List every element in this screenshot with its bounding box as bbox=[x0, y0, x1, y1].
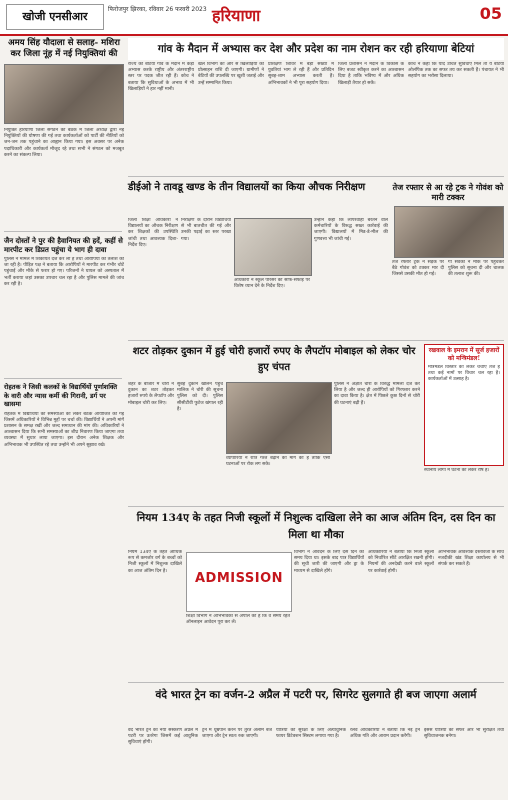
article-text: अभिभावक आवश्यक दस्तावेजों के साथ नजदीकी खंड शिक्षा कार्यालय से भी संपर्क कर सकते हैं। bbox=[438, 550, 504, 568]
divider bbox=[128, 340, 504, 341]
article-text: गौ सेवकों ने मौके पर पहुंचकर पुलिस को सूचना दी और चालक की तलाश शुरू की। bbox=[448, 260, 504, 278]
article-text: सुबह दुकान खोलने पहुंचे मालिक ने चोरी की सूचना पुलिस को दी। पुलिस सीसीटीवी फुटेज खंगाल रही है। bbox=[177, 382, 223, 412]
article-text: यात्रियों की सुरक्षा के लिए अत्याधुनिक फायर डिटेक्शन सिस्टम लगाया गया है। bbox=[276, 728, 346, 740]
article-text: जिला शिक्षा अधिकारी ने विद्यालयों का औचक निरीक्षण कर शिक्षकों की उपस्थिति जांची तथा आवश्यक दिशा-निर्देश दिए। bbox=[128, 218, 178, 248]
divider bbox=[128, 682, 504, 683]
article-text: तेज रफ्तार ट्रक ने सड़क पर बैठे गोवंश को टक्कर मार दी जिससे उसकी मौत हो गई। bbox=[392, 260, 444, 278]
top-headline: गांव के मैदान में अभ्यास कर देश और प्रदेश का नाम रोशन कर रही हरियाणा बेटियां bbox=[128, 38, 504, 60]
article-text: उन्होंने कहा कि लापरवाही बरतने वाले कर्मचारियों के विरुद्ध सख्त कार्रवाई की जाएगी। विद्यालयों में मिड-डे-मील की गुणवत्ता भी जांची गई। bbox=[314, 218, 388, 242]
story-headline: अमय सिंह यौदाला से सलाह- मशिरा कर जिला नूंह में नई नियुक्तियां की bbox=[8, 38, 120, 59]
article-text: वंदे भारत ट्रेन का नया संस्करण अप्रैल में पटरी पर उतरेगा जिसमें कई आधुनिक सुविधाएं होंगी। bbox=[128, 728, 198, 746]
divider bbox=[128, 176, 504, 177]
article-text: ट्रेन में धूम्रपान करने पर तुरंत अलार्म बज जाएगा और ट्रेन स्वतः रुक जाएगी। bbox=[202, 728, 272, 740]
article-text: स्थानीय लोगों में घटना को लेकर रोष है। bbox=[424, 468, 490, 473]
cow-photo bbox=[394, 206, 504, 258]
article-text: अधिकारी ने स्कूल परिसर की साफ-सफाई पर विशेष ध्यान देने के निर्देश दिए। bbox=[234, 278, 310, 290]
article-text: रेलवे अधिकारियों ने बताया कि नई ट्रेनें अधिक गति और आराम प्रदान करेंगी। bbox=[350, 728, 420, 740]
inspection-headline: डीईओ ने तावडू खण्ड के तीन विद्यालयों का किया औचक निरीक्षण bbox=[128, 182, 366, 193]
newspaper-logo: खोजी एनसीआर bbox=[6, 4, 104, 30]
admission-board bbox=[186, 552, 292, 612]
theft-headline: शटर तोड़कर दुकान में हुई चोरी हजारों रुपए के लैपटॉप मोबाइल को लेकर चोर हुए चंपत bbox=[132, 346, 416, 373]
admission-headline: नियम 134ए के तहत निजी स्कूलों में निशुल्क दाखिला लेने का आज अंतिम दिन, दस दिन का मिला था मौका bbox=[136, 512, 496, 541]
article-text: शिक्षा विभाग ने अभिभावकों से अपील की है कि वे समय रहते ऑनलाइन आवेदन पूरा कर लें। bbox=[186, 614, 290, 626]
article-text: व्यापारियों ने रात्रि गश्त बढ़ाने की मांग की है ताकि ऐसी घटनाओं पर रोक लग सके। bbox=[226, 456, 330, 468]
article-text: अधिकारियों ने बताया कि निजी स्कूलों को निर्धारित सीटें आरक्षित रखनी होंगी। नियमों की अनदेखी करने वाले स्कूलों पर कार्रवाई होगी। bbox=[368, 550, 434, 574]
divider bbox=[4, 231, 122, 232]
article-text: कोच ने कहा कि यदि उचित सुविधाएं मिलें तो ये बेटियां ओलंपिक तक का सफर तय कर सकती हैं। पंचायत ने भी सहयोग का भरोसा दिलाया। bbox=[408, 62, 504, 80]
article-text: नियुक्ति हरियाणा जिला संगठन की बैठक में जिला अध्यक्ष द्वारा नई नियुक्तियों की घोषणा की गई तथा कार्यकर्ताओं को पार्टी की नीतियों को जन-जन तक पहुंचाने का आह्वान किया गया। इस अवसर पर अनेक पदाधिकारी और कार्यकर्ता मौजूद रहे तथा सभी ने संगठन को मजबूत करने का संकल्प लिया। bbox=[4, 128, 124, 158]
article-text: विभाग ने आवेदन के लिए दस दिन का समय दिया था। इसके बाद पात्र विद्यार्थियों की सूची जारी की जाएगी और ड्रा के माध्यम से दाखिले होंगे। bbox=[294, 550, 364, 574]
inspection-photo bbox=[234, 218, 312, 276]
boxed-story bbox=[424, 344, 504, 466]
article-text: जिला प्रशासन ने मैदान के विकास के लिए बजट स्वीकृत करने का आश्वासन दिया है ताकि भविष्य में और अधिक खिलाड़ी तैयार हो सकें। bbox=[338, 62, 404, 86]
left-column bbox=[4, 38, 124, 796]
crowd-photo bbox=[226, 382, 332, 454]
bottom-headline: वंदे भारत ट्रेन का वर्जन-2 अप्रैल में पटरी पर, सिगरेट सुलगाते ही बज जाएगा अलार्म bbox=[155, 689, 477, 701]
article-text: शहर के बाजार में चोरों ने दुकान का शटर तोड़कर हजारों रुपये के लैपटॉप और मोबाइल चोरी कर लिए। bbox=[128, 382, 174, 406]
article-text: प्रशिक्षण शिविर में बड़ी संख्या में युवतियां भाग ले रही हैं और प्रतिदिन सुबह-शाम अभ्यास करती हैं। अभिभावकों ने भी पूरा सहयोग दिया। bbox=[268, 62, 334, 86]
story-headline: तेज रफ्तार से आ रहे ट्रक ने गोवंश को मारी टक्कर bbox=[392, 182, 504, 202]
admission-label: ADMISSION bbox=[194, 571, 284, 586]
section-title: हरियाणा bbox=[212, 6, 261, 25]
story-headline: जैन दोस्तों ने पुर की हैवानियत की हदें, कहीं से मारपीट कर डिप्रत पहुंचा ये भाग ही दावा bbox=[4, 236, 123, 254]
article-text: इससे यात्रियों का सफर और भी सुरक्षित तथा सुविधाजनक बनेगा। bbox=[424, 728, 504, 740]
article-text: खेल विभाग की ओर से खिलाड़ियों को प्रोत्साहन राशि दी जाएगी। ग्रामीणों ने बेटियों की उपलब्धि पर खुशी जताई और उन्हें सम्मानित किया। bbox=[198, 62, 264, 86]
article-text: रोहतक में विद्यार्थियों की समस्याओं को लेकर बैठक आयोजित की गई जिसमें अधिकारियों ने विभिन्न मुद्दों पर चर्चा की। विद्यार्थियों ने अपनी मांगें प्रशासन के समक्ष रखीं और जल्द समाधान की मांग की। अधिकारियों ने आश्वासन दिया कि सभी समस्याओं का शीघ्र निवारण किया जाएगा तथा व्यवस्था में सुधार लाया जाएगा। इस दौरान अनेक शिक्षक और अभिभावक भी उपस्थित रहे तथा उन्होंने भी अपने सुझाव रखे। bbox=[4, 411, 124, 448]
page-number: 05 bbox=[479, 4, 502, 23]
article-text: पुलिस ने मामले में शिकायत दर्ज कर ली है तथा आरोपियों की तलाश की जा रही है। पीड़ित पक्ष ने बताया कि आरोपियों ने मारपीट कर गंभीर चोटें पहुंचाई और मौके से फरार हो गए। परिजनों ने घायल को अस्पताल में भर्ती कराया जहां उसका उपचार चल रहा है और पुलिस मामले की जांच कर रही है। bbox=[4, 257, 124, 287]
article-text: निरीक्षण के दौरान विद्यार्थियों से भी बातचीत की गई और उनकी पढ़ाई का स्तर परखा गया। bbox=[181, 218, 231, 242]
group-photo bbox=[4, 64, 124, 124]
box-headline: रखवाल के इमरान में सूर्ज हजारों को मन्त्रिमंडल! bbox=[428, 347, 500, 362]
article-text: पुलिस ने अज्ञात चोरों के विरुद्ध मामला दर्ज कर लिया है और जल्द ही आरोपियों को गिरफ्तार करने का दावा किया है। क्षेत्र में पिछले कुछ दिनों से चोरी की घटनाएं बढ़ी हैं। bbox=[334, 382, 420, 406]
masthead bbox=[0, 0, 508, 36]
dateline: फिरोजपुर झिरका, रविवार 26 फरवरी 2023 bbox=[108, 6, 207, 13]
divider bbox=[4, 378, 122, 379]
article-text: राज्य की बेटियां गांव के मैदान में कड़ा अभ्यास करके राष्ट्रीय और अंतरराष्ट्रीय स्तर पर पदक जीत रही हैं। कोच ने बताया कि सुविधाओं के अभाव में भी खिलाड़ियों ने हार नहीं मानी। bbox=[128, 62, 194, 92]
divider bbox=[128, 506, 504, 507]
article-text: मंत्रिमंडल विस्तार को लेकर चर्चाएं तेज हैं तथा कई नामों पर विचार चल रहा है। कार्यकर्ताओं में उत्साह है। bbox=[428, 365, 500, 383]
article-text: नियम 134ए के तहत आर्थिक रूप से कमजोर वर्ग के बच्चों को निजी स्कूलों में निशुल्क दाखिले का आज अंतिम दिन है। bbox=[128, 550, 182, 574]
story-headline: रोहतक ने जिसी कलकों के विद्यार्थियों पूर्णाशक्ति के वारी और न्यास कर्मी की गिरानी, डर्ग पर खासमा bbox=[4, 383, 118, 408]
